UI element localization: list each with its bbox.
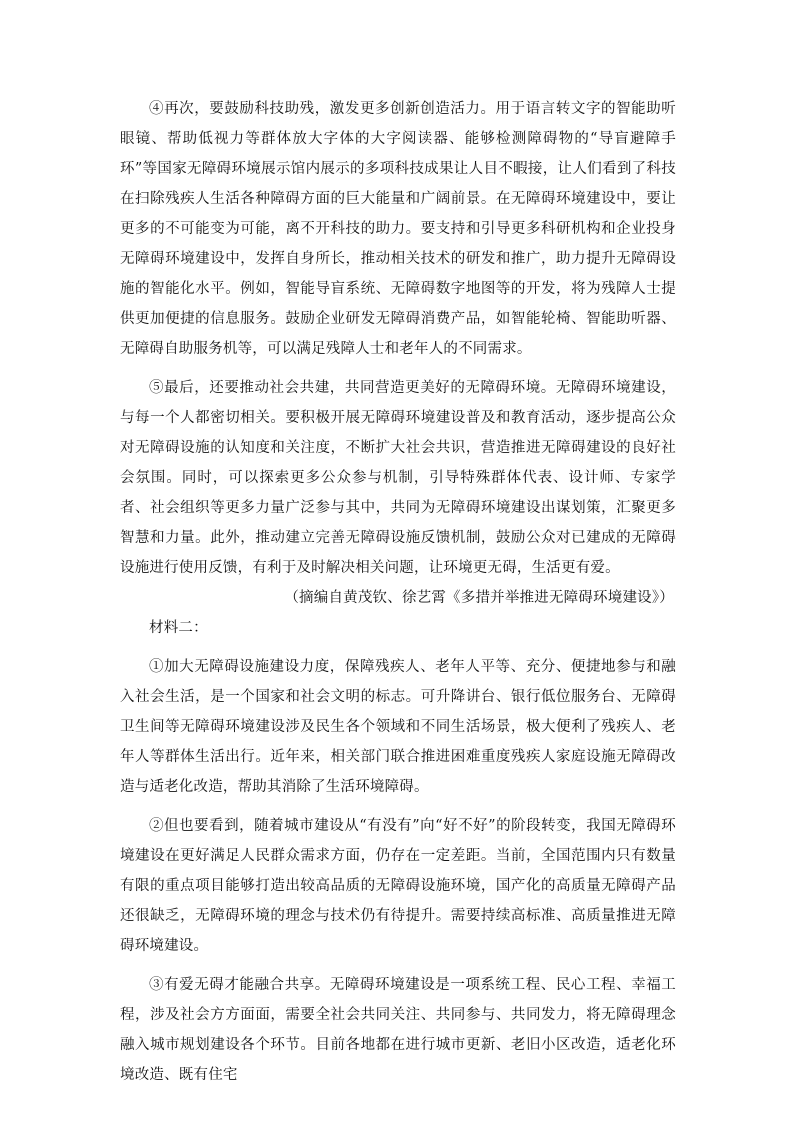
material-two-heading: 材料二： <box>149 620 208 636</box>
material-two-paragraph-1: ①加大无障碍设施建设力度，保障残疾人、老年人平等、充分、便捷地参与和融入社会生活，是一个国家和社会文明的标志。可升降讲台、银行低位服务台、无障碍卫生间等无障碍环境建设涉及民生各个领域和不同生活场景，极大便利了残疾人、老年人等群体生活出行。近年来，相关部门联合推进困难重度残疾人家庭设施无障碍改造与适老化改造，帮助其消除了生活环境障碍。 <box>120 659 676 795</box>
material-two-paragraph-3: ③有爱无碍才能融合共享。无障碍环境建设是一项系统工程、民心工程、幸福工程，涉及社会方方面面，需要全社会共同关注、共同参与、共同发力，将无障碍理念融入城市规划建设各个环节。目前各地都在进行城市更新、老旧小区改造，适老化环境改造、既有住宅 <box>120 977 676 1083</box>
paragraph-5: ⑤最后，还要推动社会共建，共同营造更美好的无障碍环境。无障碍环境建设，与每一个人都密切相关。要积极开展无障碍环境建设普及和教育活动，逐步提高公众对无障碍设施的认知度和关注度，不断扩大社会共识，营造推进无障碍建设的良好社会氛围。同时，可以探索更多公众参与机制，引导特殊群体代表、设计师、专家学者、社会组织等更多力量广泛参与其中，共同为无障碍环境建设出谋划策，汇聚更多智慧和力量。此外，推动建立完善无障碍设施反馈机制，鼓励公众对已建成的无障碍设施进行使用反馈，有利于及时解决相关问题，让环境更无碍，生活更有爱。 <box>120 380 676 576</box>
document-page <box>120 94 676 1090</box>
source-citation: （摘编自黄茂钦、徐艺霄《多措并举推进无障碍环境建设》） <box>284 590 674 606</box>
paragraph-4: ④再次，要鼓励科技助残，激发更多创新创造活力。用于语言转文字的智能助听眼镜、帮助低视力等群体放大字体的大字阅读器、能够检测障碍物的“导盲避障手环”等国家无障碍环境展示馆内展示的多项科技成果让人目不暇接，让人们看到了科技在扫除残疾人生活各种障碍方面的巨大能量和广阔前景。在无障碍环境建设中，要让更多的不可能变为可能，离不开科技的助力。要支持和引导更多科研机构和企业投身无障碍环境建设中，发挥自身所长，推动相关技术的研发和推广，助力提升无障碍设施的智能化水平。例如，智能导盲系统、无障碍数字地图等的开发，将为残障人士提供更加便捷的信息服务。鼓励企业研发无障碍消费产品，如智能轮椅、智能助听器、无障碍自助服务机等，可以满足残障人士和老年人的不同需求。 <box>120 101 676 357</box>
material-two-paragraph-2: ②但也要看到，随着城市建设从“有没有”向“好不好”的阶段转变，我国无障碍环境建设在更好满足人民群众需求方面，仍存在一定差距。当前，全国范围内只有数量有限的重点项目能够打造出较高品质的无障碍设施环境，国产化的高质量无障碍产品还很缺乏，无障碍环境的理念与技术仍有待提升。需要持续高标准、高质量推进无障碍环境建设。 <box>120 818 676 954</box>
